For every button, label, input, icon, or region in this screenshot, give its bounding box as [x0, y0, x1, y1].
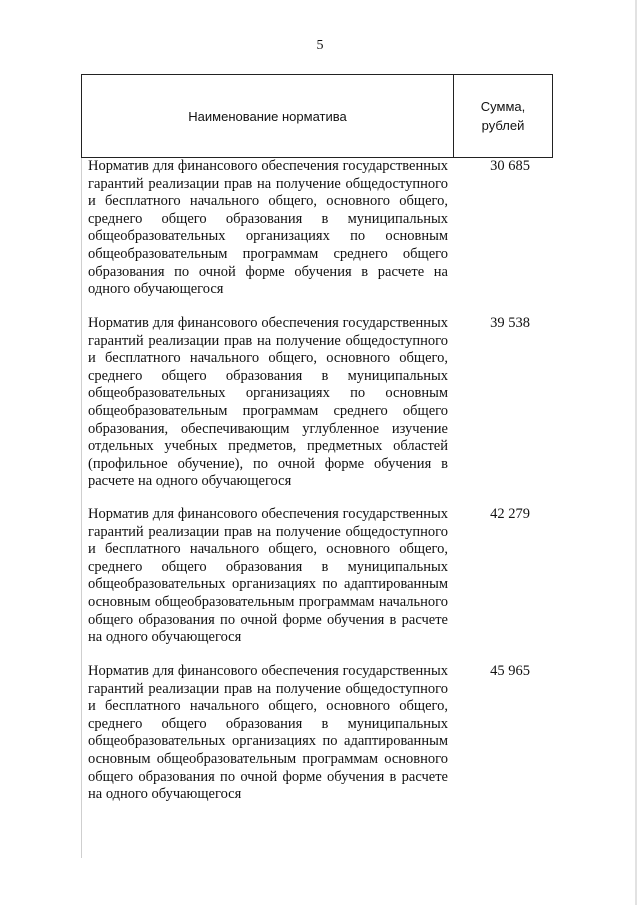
table-left-border	[81, 158, 82, 858]
page-number: 5	[316, 38, 324, 53]
scan-edge	[635, 0, 637, 905]
row-description: Норматив для финансового обеспечения государственных гарантий реализации прав на получение общедоступного и бесплатного начального общего, основного общего, среднего общего образования в муниципальных общеобразовательных организациях по основным общеобразовательным программам среднего общего образования по очной форме обучения в расчете на одного обучающегося	[88, 158, 448, 298]
table-row	[88, 506, 548, 647]
table-row	[88, 663, 548, 804]
table-row	[88, 158, 548, 299]
row-sum: 39 538	[490, 315, 530, 331]
row-description: Норматив для финансового обеспечения государственных гарантий реализации прав на получение общедоступного и бесплатного начального общего, основного общего, среднего общего образования в муниципальных общеобразовательных организациях по адаптированным основным общеобразовательным программам основного общего образования по очной форме обучения в расчете на одного обучающегося	[88, 663, 448, 803]
row-description: Норматив для финансового обеспечения государственных гарантий реализации прав на получение общедоступного и бесплатного начального общего, основного общего, среднего общего образования в муниципальных общеобразовательных организациях по основным общеобразовательным программам среднего общего образования, обеспечивающим углубленное изучение отдельных учебных предметов, предметных областей (профильное обучение), по очной форме обучения в расчете на одного обучающегося	[88, 315, 448, 490]
row-sum: 30 685	[490, 158, 530, 174]
table-header	[81, 74, 553, 158]
row-description: Норматив для финансового обеспечения государственных гарантий реализации прав на получение общедоступного и бесплатного начального общего, основного общего, среднего общего образования в муниципальных общеобразовательных организациях по адаптированным основным общеобразовательным программам начального общего образования по очной форме обучения в расчете на одного обучающегося	[88, 506, 448, 646]
row-sum: 42 279	[490, 506, 530, 522]
header-sum-column	[454, 97, 552, 135]
header-sum-line2: рублей	[481, 118, 525, 133]
header-name-column: Наименование норматива	[188, 109, 347, 124]
table-row	[88, 315, 548, 491]
header-sum-line1: Сумма,	[480, 99, 526, 114]
row-sum: 45 965	[490, 663, 530, 679]
